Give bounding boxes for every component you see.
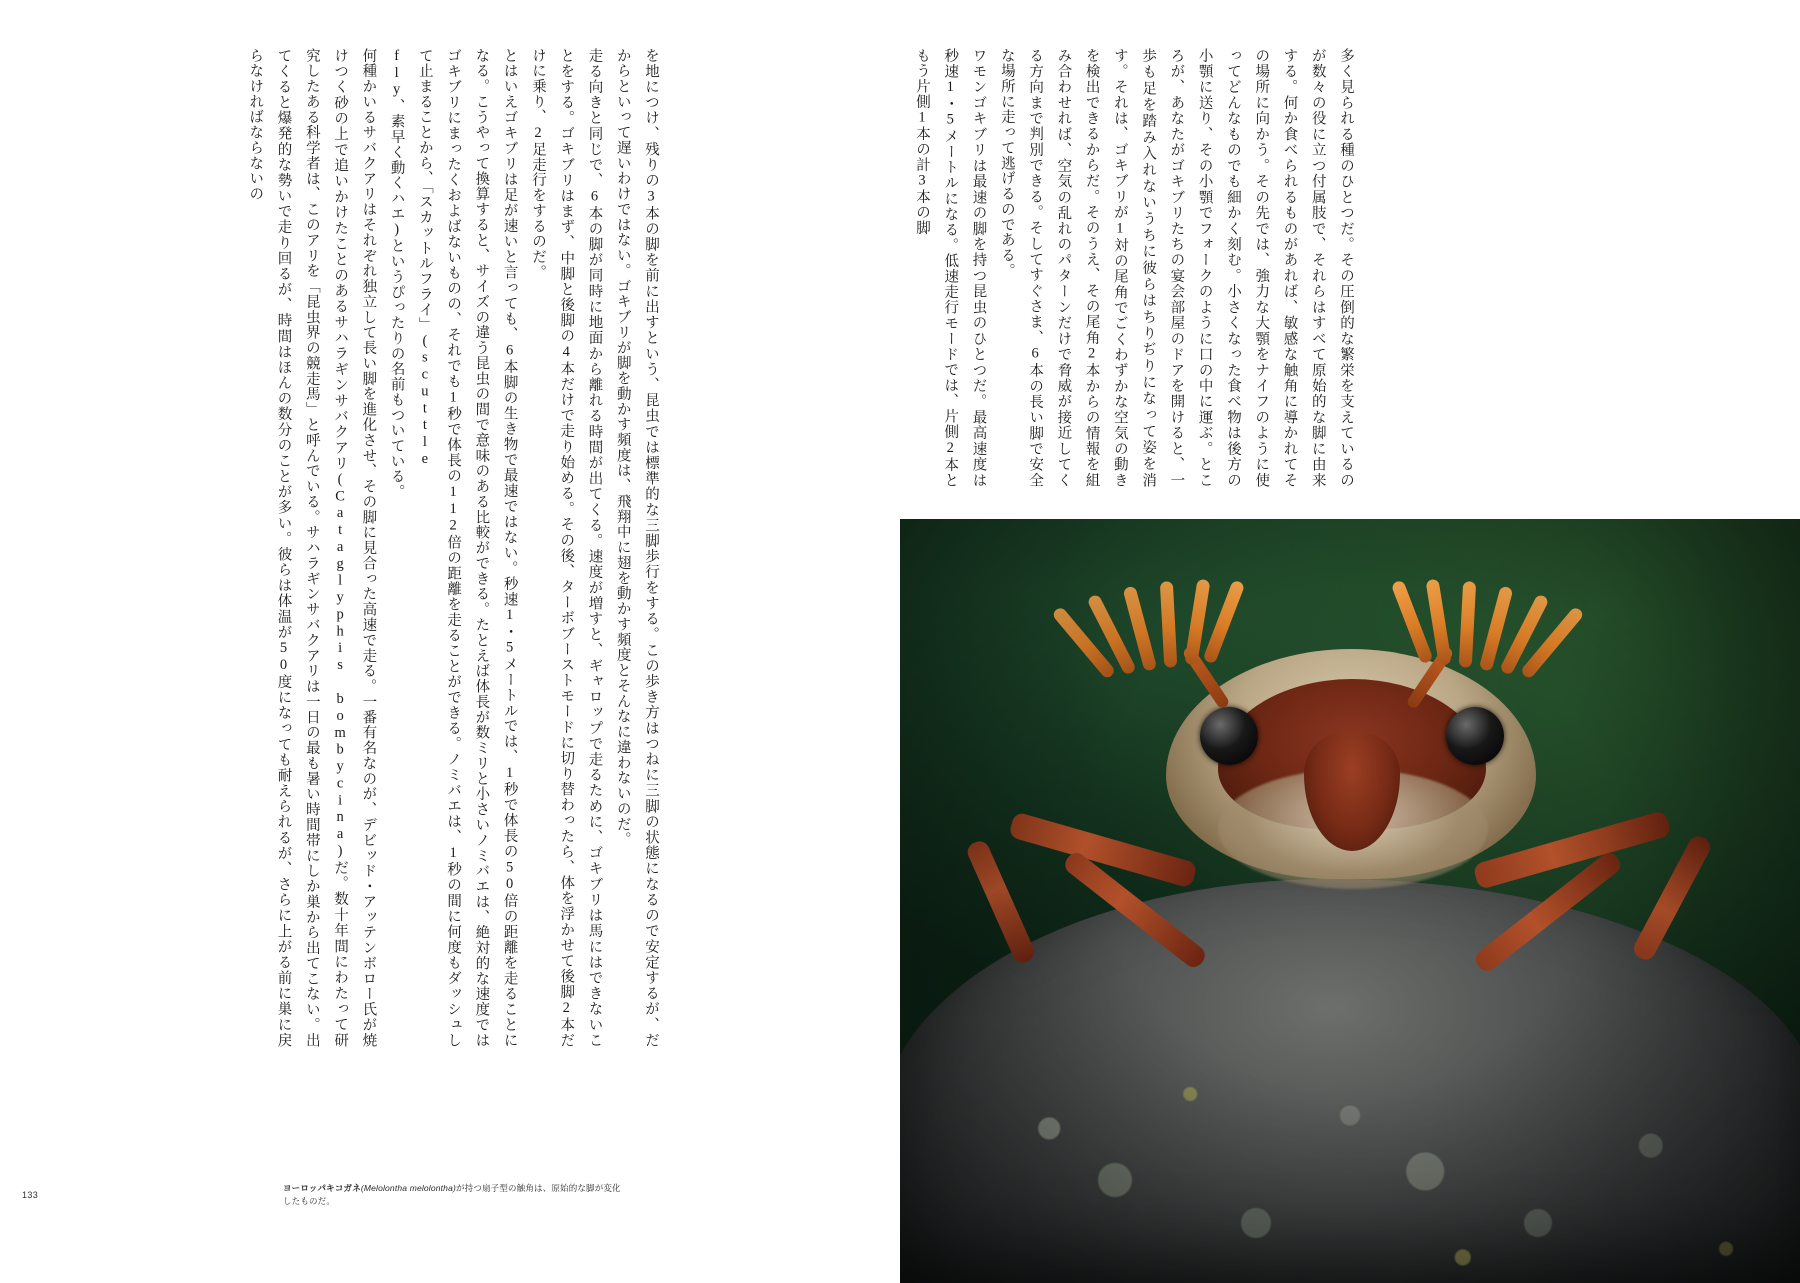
right-page-body-text — [914, 48, 1360, 488]
paragraph: 走る向きと同じで、6本の脚が同時に地面から離れる時間が出てくる。速度が増すと、ギャロップで走るために、ゴキブリは馬にはできないことをする。ゴキブリはまず、中脚と後脚の4本だけで走り始める。その後、ターボブーストモードに切り替わったら、体を浮かせて後脚2本だけに乗り、2足走行をするのだ。 — [529, 48, 603, 1048]
caption-lead: ヨーロッパキコガネ — [283, 1183, 361, 1193]
antenna-lamella — [1459, 581, 1476, 668]
caption-rest: が持つ扇子型の触角は、原始的な脚が変化したものだ。 — [283, 1183, 621, 1206]
page-number: 133 — [22, 1190, 39, 1200]
left-page-body-text — [40, 48, 665, 1048]
caption-species-name: (Melolontha melolontha) — [360, 1183, 456, 1193]
paragraph: ワモンゴキブリは最速の脚を持つ昆虫のひとつだ。最高速度は秒速1・5メートルになる。低速走行モードでは、片側2本ともう片側1本の計3本の脚 — [914, 48, 987, 488]
paragraph: 何種かいるサバクアリはそれぞれ独立して長い脚を進化させ、その脚に見合った高速で走る。一番有名なのが、デビッド・アッテンボロー氏が焼けつく砂の上で追いかけたことのあるサハラギンサバクアリ(Cataglyphis bombycina)だ。数十年間にわたって研究したある科学者は、このアリを「昆虫界の競走馬」と呼んでいる。サハラギンサバクアリは一日の最も暑い時間帯にしか巣から出てこない。出てくると爆発的な勢いで走り回るが、時間はほんの数分のことが多い。彼らは体温が50度になっても耐えられるが、さらに上がる前に巣に戻らなければならないの — [247, 48, 377, 1048]
beetle-antenna-left — [1090, 569, 1222, 677]
figure-caption — [283, 1182, 623, 1208]
paragraph: fly、素早く動くハエ)というぴったりの名前もついている。 — [388, 48, 405, 500]
beetle-antenna-right — [1414, 569, 1546, 677]
paragraph: 多く見られる種のひとつだ。その圧倒的な繁栄を支えているのが数々の役に立つ付属肢で、それらはすべて原始的な脚に由来する。何か食べられるものがあれば、敏感な触角に導かれてその場所に向かう。その先では、強力な大顎をナイフのように使ってどんなものでも細かく刻む。小さくなった食べ物は後方の小顎に送り、その小顎でフォークのように口の中に運ぶ。ところが、あなたがゴキブリたちの宴会部屋のドアを開けると、一歩も足を踏み入れないうちに彼らはちりぢりになって姿を消す。それは、ゴキブリが1対の尾角でごくわずかな空気の動きを検出できるからだ。そのうえ、その尾角2本からの情報を組み合わせれば、空気の乱れのパターンだけで脅威が接近してくる方向まで判別できる。そしてすぐさま、6本の長い脚で安全な場所に走って逃げるのである。 — [998, 48, 1354, 488]
beetle-eye-right — [1446, 707, 1504, 765]
beetle-photo — [900, 519, 1800, 1283]
antenna-lamella — [1160, 581, 1177, 668]
paragraph: を地につけ、残りの3本の脚を前に出すという、昆虫では標準的な三脚歩行をする。この歩き方はつねに三脚の状態になるので安定するが、だからといって遅いわけではない。ゴキブリが脚を動かす頻度は、飛翔中に翅を動かす頻度とそんなに違わないのだ。 — [614, 48, 659, 1048]
beetle-eye-left — [1200, 707, 1258, 765]
paragraph: とはいえゴキブリは足が速いと言っても、6本脚の生き物で最速ではない。秒速1・5メートルでは、1秒で体長の50倍の距離を走ることになる。こうやって換算すると、サイズの違う昆虫の間で意味のある比較ができる。たとえば体長が数ミリと小さいノミバエは、絶対的な速度ではゴキブリにまったくおよばないものの、それでも1秒で体長の112倍の距離を走ることができる。ノミバエは、1秒の間に何度もダッシュして止まることから、「スカットルフライ」(scuttle — [416, 48, 518, 1048]
